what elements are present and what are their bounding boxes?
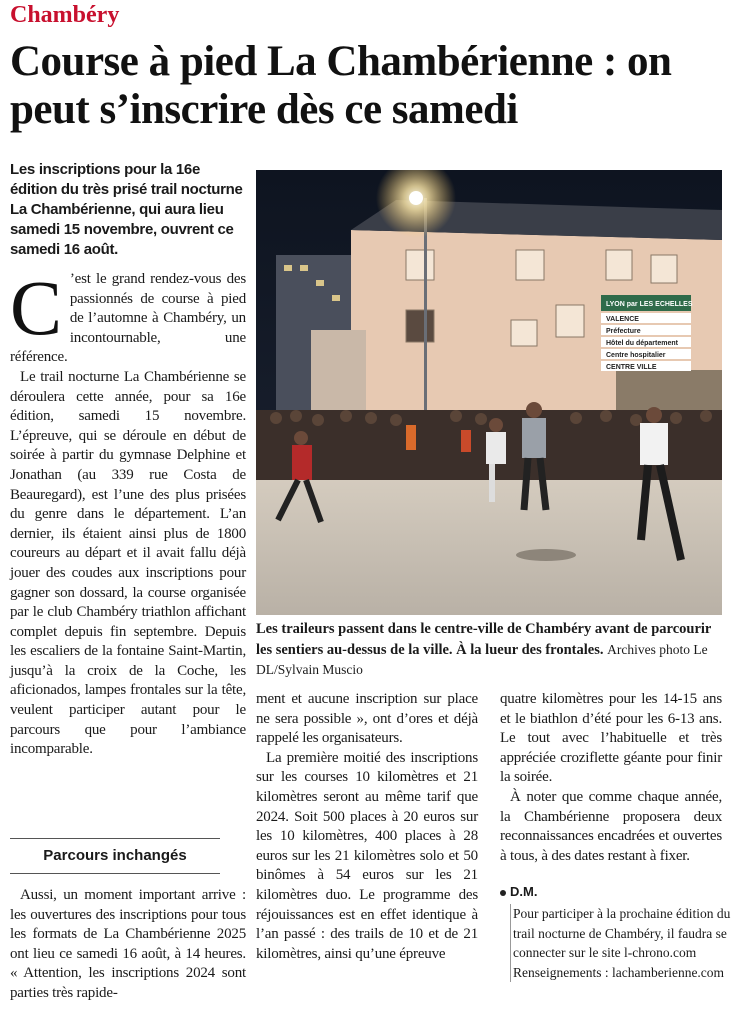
sign-prefecture: Préfecture [606,328,641,335]
paragraph-3: Aussi, un moment important arrive : les ouvertures des inscriptions pour tous les formats de La Chambérienne 2025 ont lieu ce samedi 16 août, à 14 heures. « Attention, les inscriptions 2024 sont parties très rapide- [10,887,246,1001]
subhead-block [10,838,220,874]
photo-credit: Archives photo Le DL/Sylvain Muscio [256,641,708,677]
subhead-rule-bottom [10,873,220,874]
sign-lyon: LYON par LES ECHELLES [606,301,693,308]
paragraph-2: Le trail nocturne La Chambérienne se déroulera cette année, pour sa 16e édition, samedi 15 novembre. L’épreuve, qui se déroule en début de soirée à partir du gymnase Delphine et Jonathan (au 339 rue Costa de Beauregard), est l’une des plus prisées du genre dans le département. L’an dernier, ils étaient ainsi plus de 1800 coureurs au départ et il avait fallu déjà jouer des coudes aux inscriptions pour gagner son dossard, la course organisée par le club Chambéry triathlon affichant complet depuis fin septembre. Depuis les escaliers de la fontaine Saint-Martin, jusqu’à la croix de la Coche, les aficionados, lampes frontales sur la tête, veulent participer autant pour le parcours que pour l’ambiance incomparable. [10,368,246,758]
article-headline: Course à pied La Chambérienne : on peut s’inscrire dès ce samedi [10,38,672,133]
paragraph-1: C ’est le grand rendez-vous des passionnés de course à pied de l’automne à Chambéry, un incontournable, une référence. [10,264,246,366]
body-column-1 [10,264,246,760]
night-race-photo [256,170,722,615]
bullet-icon [500,890,506,896]
article-photo [256,170,722,615]
info-text: Pour participer à la prochaine édition du trail nocturne de Chambéry, il faudra se connecter sur le site l-chrono.com Renseignements : lachamberienne.com [513,906,731,980]
author-signature: D.M. [500,884,537,899]
photo-caption [256,620,726,681]
paragraph-3-continued: ment et aucune inscription sur place ne sera possible », ont d’ores et déjà rappelé les organisateurs. [256,691,478,747]
caption-text: Les traileurs passent dans le centre-ville de Chambéry avant de parcourir les sentiers au-dessus de la ville. À la lueur des frontales. [256,621,712,658]
paragraph-4: La première moitié des inscriptions sur les courses 10 kilomètres et 21 kilomètres seront au même tarif que 2024. Soit 500 places à 20 euros sur les 10 kilomètres, 400 places à 28 euros sur les 21 kilomètres solo et 50 binômes à 54 euros sur les 21 kilomètres duo. Le programme des réjouissances est en effet identique à l’an passé : des trails de 10 et de 21 kilomètres, ainsi qu’une épreuve [256,749,478,962]
body-column-3 [500,690,722,866]
sign-hotel: Hôtel du département [606,340,678,347]
paragraph-4-continued: quatre kilomètres pour les 14-15 ans et le biathlon d’été pour les 6-13 ans. Le tout avec l’habituelle et très appréciée croziflette géante pour finir la soirée. [500,691,722,786]
subhead: Parcours inchangés [43,847,187,864]
paragraph-5: À noter que comme chaque année, la Chambérienne proposera deux reconnaissances encadrées et ouvertes à tous, à des dates restant à fixer. [500,788,722,864]
sign-hospital: Centre hospitalier [606,352,666,359]
drop-cap: C [10,264,62,351]
article-lead: Les inscriptions pour la 16e édition du très prisé trail nocturne La Chambérienne, qui aura lieu samedi 15 novembre, ouvrent ce samedi 16 août. [10,161,243,258]
body-column-2 [256,690,478,964]
info-box [510,904,731,982]
section-kicker: Chambéry [10,2,120,28]
sign-centre: CENTRE VILLE [606,364,657,371]
body-column-1b [10,886,246,1004]
sign-valence: VALENCE [606,316,639,323]
